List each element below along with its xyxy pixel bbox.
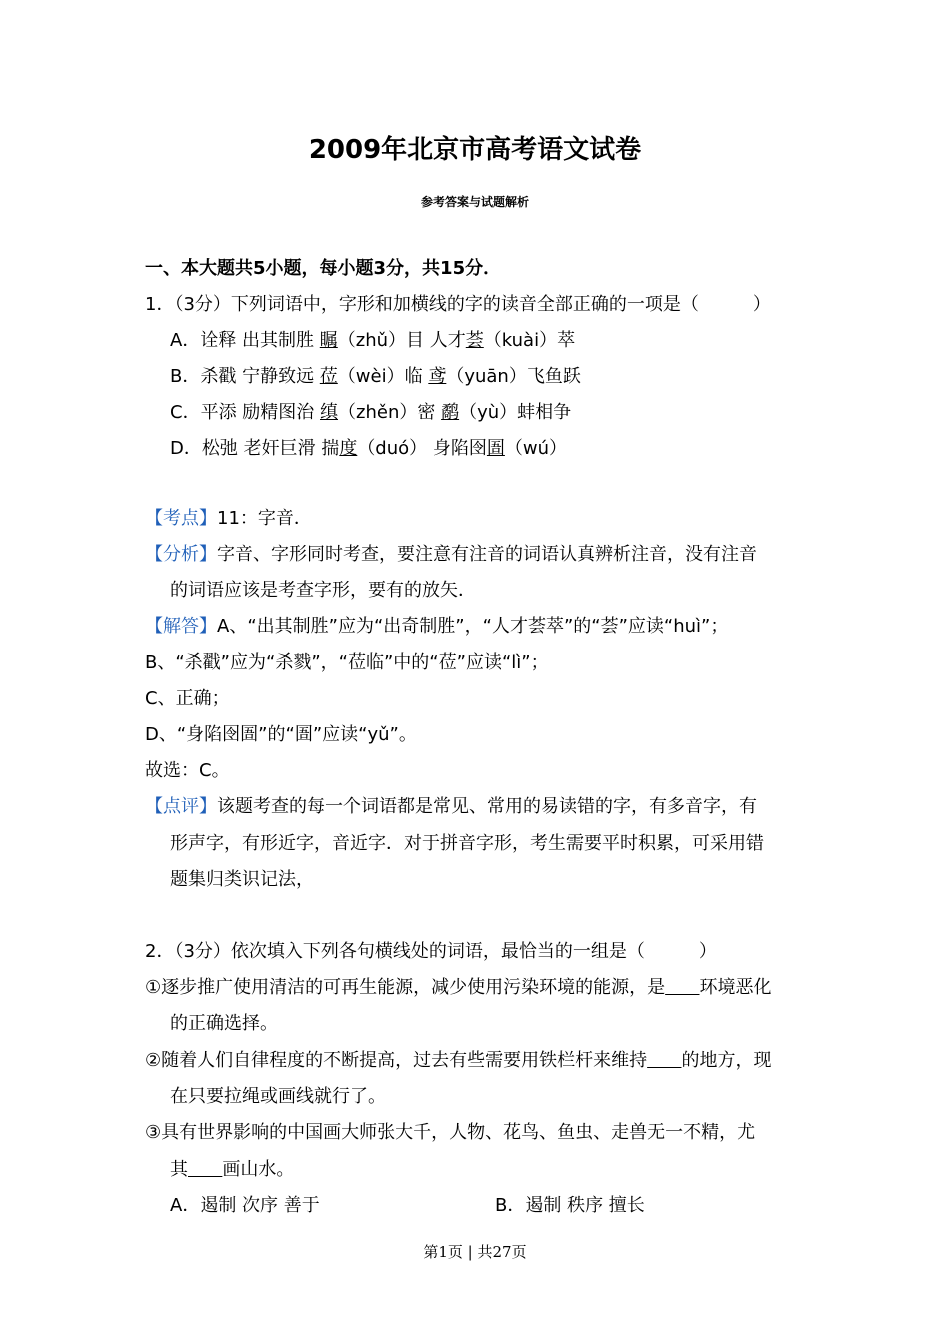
question-2-sentence-1-cont: 的正确选择。: [170, 1013, 278, 1034]
question-2-sentence-3: ③具有世界影响的中国画大师张大千，人物、花鸟、鱼虫、走兽无一不精，尤: [145, 1122, 756, 1143]
question-2-option-a: A．遏制 次序 善于: [170, 1195, 320, 1216]
kaodian-line: 【考点】11：字音．: [145, 508, 312, 529]
question-2-sentence-3-cont: 其 画山水。: [170, 1159, 295, 1180]
dianping-line-3: 题集归类识记法，: [170, 869, 314, 890]
question-1-option-a: A．诠释 出其制胜 瞩（zhǔ）目 人才荟（kuài）萃: [170, 330, 576, 351]
question-1-option-b: B．杀戳 宁静致远 莅（wèi）临 鸢（yuān）飞鱼跃: [170, 366, 581, 387]
section-heading: 一、本大题共5小题，每小题3分，共15分．: [145, 258, 502, 279]
dianping-tag: 【点评】: [145, 796, 217, 817]
document-title: 2009年北京市高考语文试卷: [308, 135, 642, 165]
document-subtitle: 参考答案与试题解析: [420, 195, 529, 209]
question-2-option-b: B．遏制 秩序 擅长: [495, 1195, 645, 1216]
question-1-stem: 1．（3分）下列词语中，字形和加横线的字的读音全部正确的一项是（ ）: [145, 294, 771, 315]
dianping-line-1: 【点评】该题考查的每一个词语都是常见、常用的易读错的字，有多音字，有: [145, 796, 757, 817]
question-2-sentence-1: ①逐步推广使用清洁的可再生能源，减少使用污染环境的能源，是 环境恶化: [145, 977, 772, 998]
fenxi-line-2: 的词语应该是考查字形，要有的放矢．: [170, 580, 476, 601]
question-2-sentence-2-cont: 在只要拉绳或画线就行了。: [170, 1086, 386, 1107]
jieda-line-4: D、“身陷囹圄”的“圄”应读“yǔ”。: [145, 724, 417, 745]
question-1-option-d: D．松弛 老奸巨滑 揣度（duó） 身陷囹圄（wú）: [170, 438, 568, 459]
question-2-sentence-2: ②随着人们自律程度的不断提高，过去有些需要用铁栏杆来维持 的地方，现: [145, 1050, 772, 1071]
question-1-option-c: C．平添 励精图治 缜（zhěn）密 鹬（yù）蚌相争: [170, 402, 572, 423]
question-2-stem: 2．（3分）依次填入下列各句横线处的词语，最恰当的一组是（ ）: [145, 941, 717, 962]
dianping-line-2: 形声字，有形近字，音近字．对于拼音字形，考生需要平时积累，可采用错: [170, 833, 764, 854]
jieda-line-3: C、正确；: [145, 688, 230, 709]
jieda-line-1: 【解答】A、“出其制胜”应为“出奇制胜”，“人才荟萃”的“荟”应读“huì”；: [145, 616, 729, 637]
jieda-tag: 【解答】: [145, 616, 217, 637]
fenxi-tag: 【分析】: [145, 544, 217, 565]
jieda-line-2: B、“杀戳”应为“杀戮”，“莅临”中的“莅”应读“lì”；: [145, 652, 549, 673]
jieda-answer: 故选：C。: [145, 760, 230, 781]
fenxi-line-1: 【分析】字音、字形同时考查，要注意有注音的词语认真辨析注音，没有注音: [145, 544, 757, 565]
page-footer: 第1页 | 共27页: [423, 1243, 527, 1261]
kaodian-tag: 【考点】: [145, 508, 217, 529]
